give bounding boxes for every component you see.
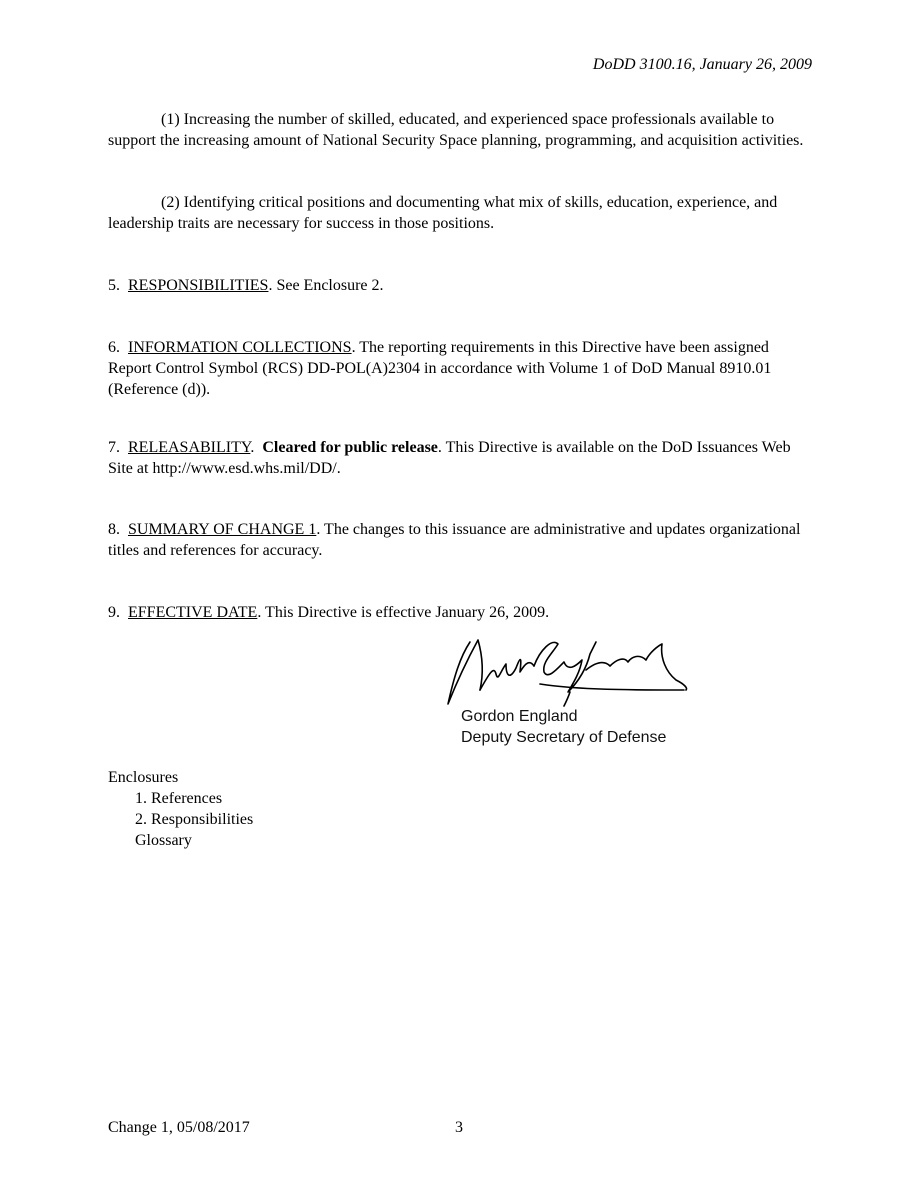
paragraph-sub-1: (1) Increasing the number of skilled, educated, and experienced space professionals available to support the increasing amount of National Security Space planning, programming, and acquisition activities. (108, 111, 804, 149)
enclosure-item: 1. References (135, 790, 223, 807)
section-heading: INFORMATION COLLECTIONS (128, 339, 352, 356)
section-text: . This Directive is available on the DoD Issuances Web Site at http://www.esd.whs.mil/DD/. (108, 439, 791, 477)
section-9 (108, 602, 808, 623)
section-number: 8. (108, 521, 120, 538)
section-text: . This Directive is effective January 26, 2009. (257, 604, 550, 621)
section-number: 7. (108, 439, 120, 456)
signatory-name: Gordon England (461, 708, 578, 725)
section-6 (108, 337, 808, 400)
section-5 (108, 275, 808, 296)
section-text: . The changes to this issuance are administrative and updates organizational titles and references for accuracy. (108, 521, 801, 559)
enclosures-heading: Enclosures (108, 769, 179, 786)
section-number: 5. (108, 277, 120, 294)
section-heading: RELEASABILITY (128, 439, 251, 456)
page-header: DoDD 3100.16, January 26, 2009 (592, 56, 812, 73)
section-heading: EFFECTIVE DATE (128, 604, 258, 621)
signatory-title: Deputy Secretary of Defense (461, 729, 667, 746)
section-text: . The reporting requirements in this Directive have been assigned Report Control Symbol (RCS) DD-POL(A)2304 in accordance with Volume 1 of DoD Manual 8910.01 (Reference (d)). (108, 339, 772, 398)
handwritten-signature (440, 632, 690, 707)
section-separator: . (250, 439, 263, 456)
enclosure-item: 2. Responsibilities (135, 811, 254, 828)
section-number: 9. (108, 604, 120, 621)
paragraph-sub-2: (2) Identifying critical positions and documenting what mix of skills, education, experience, and leadership traits are necessary for success in those positions. (108, 194, 778, 232)
section-8 (108, 519, 808, 561)
page-number: 3 (455, 1119, 463, 1136)
section-heading: SUMMARY OF CHANGE 1 (128, 521, 317, 538)
section-7 (108, 437, 808, 479)
footer-change: Change 1, 05/08/2017 (108, 1119, 250, 1136)
section-number: 6. (108, 339, 120, 356)
section-heading: RESPONSIBILITIES (128, 277, 269, 294)
enclosure-item: Glossary (135, 832, 192, 849)
section-text: . See Enclosure 2. (268, 277, 384, 294)
release-statement: Cleared for public release (262, 439, 438, 456)
